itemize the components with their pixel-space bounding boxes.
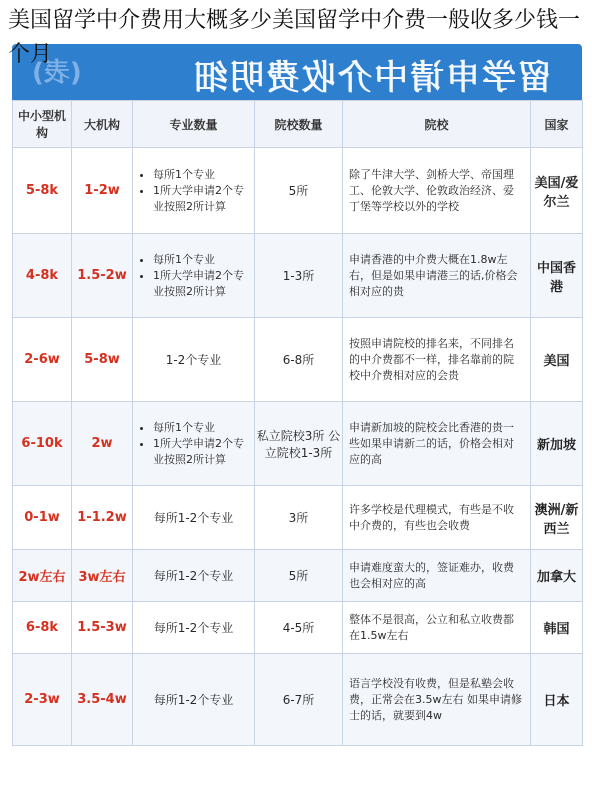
big-agency-fee: 1.5-3w	[72, 602, 133, 654]
big-agency-fee: 3.5-4w	[72, 654, 133, 746]
school-desc: 语言学校没有收费，但是私塾会收费，正常会在3.5w左右 如果申请修士的话，就要到4w	[343, 654, 531, 746]
major-count	[133, 402, 255, 486]
small-agency-fee: 5-8k	[13, 148, 72, 234]
major-count	[133, 148, 255, 234]
school-count: 3所	[255, 486, 343, 550]
major-count: 1-2个专业	[133, 318, 255, 402]
major-line: • 1所大学申请2个专业按照2所计算	[153, 436, 248, 468]
table-row	[13, 486, 583, 550]
small-agency-fee: 2-6w	[13, 318, 72, 402]
fee-table	[12, 100, 583, 746]
school-count: 1-3所	[255, 234, 343, 318]
major-count: 每所1-2个专业	[133, 654, 255, 746]
page-title: 美国留学中介费用大概多少美国留学中介费一般收多少钱一个月	[8, 8, 581, 67]
header-major-count: 专业数量	[133, 101, 255, 148]
major-count: 每所1-2个专业	[133, 550, 255, 602]
school-desc: 申请新加坡的院校会比香港的贵一些如果申请新二的话，价格会相对应的高	[343, 402, 531, 486]
major-line: • 每所1个专业	[153, 167, 248, 183]
header-small-agency: 中小型机构	[13, 101, 72, 148]
table-row	[13, 148, 583, 234]
major-line: • 每所1个专业	[153, 420, 248, 436]
header-country: 国家	[531, 101, 583, 148]
major-line: • 1所大学申请2个专业按照2所计算	[153, 183, 248, 215]
small-agency-fee: 2w左右	[13, 550, 72, 602]
big-agency-fee: 1-2w	[72, 148, 133, 234]
banner-title: 留学申请中介收费明细	[192, 58, 552, 98]
major-count	[133, 234, 255, 318]
small-agency-fee: 0-1w	[13, 486, 72, 550]
school-count: 私立院校3所 公立院校1-3所	[255, 402, 343, 486]
header-big-agency: 大机构	[72, 101, 133, 148]
country-name: 澳洲/新西兰	[531, 486, 583, 550]
country-name: 新加坡	[531, 402, 583, 486]
header-school-count: 院校数量	[255, 101, 343, 148]
school-desc: 申请香港的中介费大概在1.8w左右，但是如果申请港三的话,价格会相对应的贵	[343, 234, 531, 318]
school-count: 5所	[255, 148, 343, 234]
banner-left-text: (表)	[32, 58, 82, 88]
country-name: 加拿大	[531, 550, 583, 602]
country-name: 中国香港	[531, 234, 583, 318]
major-count: 每所1-2个专业	[133, 602, 255, 654]
school-desc: 按照申请院校的排名来，不同排名的中介费都不一样，排名靠前的院校中介费相对应的会贵	[343, 318, 531, 402]
school-desc: 整体不是很高，公立和私立收费都在1.5w左右	[343, 602, 531, 654]
table-header-row	[13, 101, 583, 148]
big-agency-fee: 2w	[72, 402, 133, 486]
small-agency-fee: 4-8k	[13, 234, 72, 318]
school-count: 5所	[255, 550, 343, 602]
header-school: 院校	[343, 101, 531, 148]
major-line: • 每所1个专业	[153, 252, 248, 268]
country-name: 日本	[531, 654, 583, 746]
country-name: 韩国	[531, 602, 583, 654]
big-agency-fee: 5-8w	[72, 318, 133, 402]
school-count: 4-5所	[255, 602, 343, 654]
school-desc: 许多学校是代理模式，有些是不收中介费的，有些也会收费	[343, 486, 531, 550]
small-agency-fee: 6-8k	[13, 602, 72, 654]
school-count: 6-7所	[255, 654, 343, 746]
table-row	[13, 318, 583, 402]
small-agency-fee: 6-10k	[13, 402, 72, 486]
big-agency-fee: 1-1.2w	[72, 486, 133, 550]
major-count: 每所1-2个专业	[133, 486, 255, 550]
school-desc: 除了牛津大学、剑桥大学、帝国理工、伦敦大学、伦敦政治经济、爱丁堡等学校以外的学校	[343, 148, 531, 234]
table-row	[13, 402, 583, 486]
table-row	[13, 550, 583, 602]
country-name: 美国	[531, 318, 583, 402]
table-row	[13, 602, 583, 654]
school-desc: 申请难度蛮大的，签证难办，收费也会相对应的高	[343, 550, 531, 602]
small-agency-fee: 2-3w	[13, 654, 72, 746]
table-row	[13, 234, 583, 318]
big-agency-fee: 3w左右	[72, 550, 133, 602]
table-row	[13, 654, 583, 746]
country-name: 美国/爱尔兰	[531, 148, 583, 234]
school-count: 6-8所	[255, 318, 343, 402]
big-agency-fee: 1.5-2w	[72, 234, 133, 318]
major-line: • 1所大学申请2个专业按照2所计算	[153, 268, 248, 300]
